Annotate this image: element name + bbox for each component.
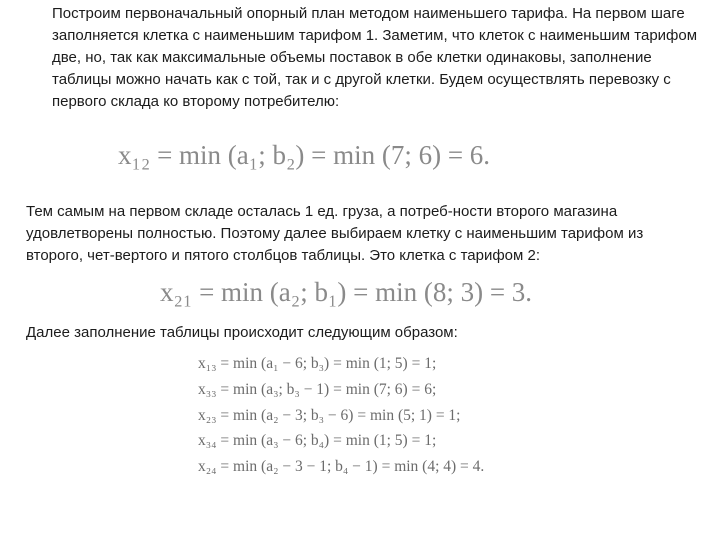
- intro-paragraph: Построим первоначальный опорный план методом наименьшего тарифа. На первом шаге заполняется клетка с наименьшим тарифом 1. Заметим, что клеток с наименьшим тарифом две, но, так как максимальные объемы поставок в обе клетки одинаковы, заполнение таблицы можно начать как с той, так и с другой клетки. Будем осуществлять перевозку с первого склада ко второму потребителю:: [52, 5, 698, 110]
- formula-x34: x₃₄ = min (a₃ − 6; b₄) = min (1; 5) = 1;: [198, 432, 437, 449]
- second-paragraph: Тем самым на первом складе осталась 1 ед. груза, а потреб-ности второго магазина удовлетворены полностью. Поэтому далее выбираем клетку с наименьшим тарифом из второго, чет-вертого и пятого столбцов таблицы. Это клетка с тарифом 2:: [26, 203, 644, 264]
- formula-x23: x₂₃ = min (a₂ − 3; b₃ − 6) = min (5; 1) = 1;: [198, 407, 461, 424]
- formula-x24: x₂₄ = min (a₂ − 3 − 1; b₄ − 1) = min (4; 4) = 4.: [198, 458, 485, 475]
- formula-x12: x₁₂ = min (a₁; b₂) = min (7; 6) = 6.: [118, 140, 491, 170]
- formula-x13: x₁₃ = min (a₁ − 6; b₃) = min (1; 5) = 1;: [198, 355, 437, 372]
- formula-x33: x₃₃ = min (a₃; b₃ − 1) = min (7; 6) = 6;: [198, 381, 437, 398]
- formula-x21: x₂₁ = min (a₂; b₁) = min (8; 3) = 3.: [160, 277, 533, 307]
- third-paragraph: Далее заполнение таблицы происходит следующим образом:: [26, 324, 458, 341]
